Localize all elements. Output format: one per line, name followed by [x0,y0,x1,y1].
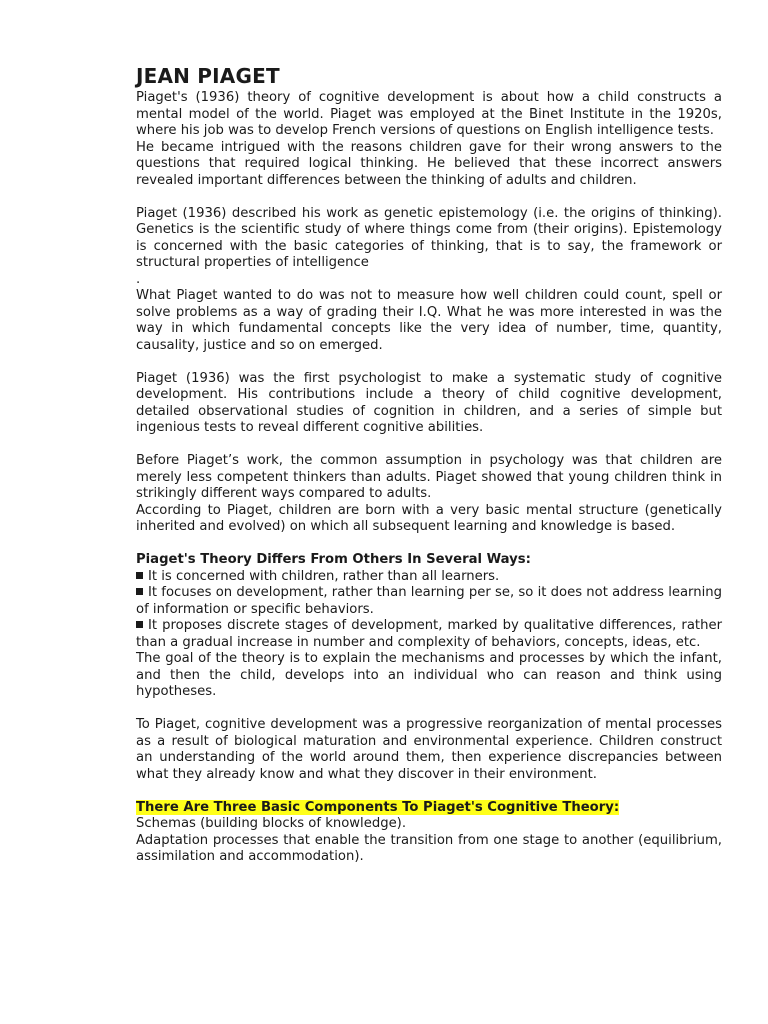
paragraph-first-psychologist: Piaget (1936) was the first psychologist to make a systematic study of cognitive development. His contributions include a theory of child cognitive development, detailed observational studies of cognition in children, and a series of simple but ingenious tests to reveal different cognitive abilities. [136,370,722,435]
bullet-text: It focuses on development, rather than learning per se, so it does not address learning of information or specific behaviors. [136,585,722,617]
spacer [136,354,722,371]
component-schemas: Schemas (building blocks of knowledge). [136,816,407,831]
document-page [136,64,722,866]
section-heading-differs: Piaget's Theory Differs From Others In Several Ways: [136,552,531,567]
page-title: JEAN PIAGET [136,64,280,88]
paragraph-epistemology: Piaget (1936) described his work as genetic epistemology (i.e. the origins of thinking). Genetics is the scientific study of where things come from (their origins). Epistemology is concerned with the basic categories of thinking, that is to say, the framework or structural properties of intelligence [136,205,722,270]
bullet-item [136,569,722,586]
square-bullet-icon [136,572,143,579]
spacer [136,536,722,553]
paragraph-stray-dot: . [136,271,141,287]
spacer [136,783,722,800]
spacer [136,189,722,206]
paragraph-intro: Piaget's (1936) theory of cognitive development is about how a child constructs a mental model of the world. Piaget was employed at the Binet Institute in the 1920s, where his job was to develop French versions of questions on English intelligence tests. [136,90,722,138]
bullet-item [136,618,722,651]
spacer [136,701,722,718]
paragraph-before-piaget: Before Piaget’s work, the common assumption in psychology was that children are merely less competent thinkers than adults. Piaget showed that young children think in strikingly different ways compared to adults. [136,453,722,501]
square-bullet-icon [136,588,143,595]
bullet-text: It proposes discrete stages of development, marked by qualitative differences, rather than a gradual increase in number and complexity of behaviors, concepts, ideas, etc. [136,618,722,650]
spacer [136,437,722,454]
bullet-text: It is concerned with children, rather than all learners. [148,568,500,584]
component-adaptation: Adaptation processes that enable the transition from one stage to another (equilibrium, assimilation and accommodation). [136,832,722,864]
paragraph-reorganization: To Piaget, cognitive development was a progressive reorganization of mental processes as a result of biological maturation and environmental experience. Children construct an understanding of the world around them, then experience discrepancies between what they already know and what they discover in their environment. [136,717,722,782]
highlighted-heading-text: There Are Three Basic Components To Piaget's Cognitive Theory: [136,799,620,815]
bullet-item [136,585,722,618]
section-heading-components [136,800,722,817]
paragraph-goal: The goal of the theory is to explain the mechanisms and processes by which the infant, and then the child, develops into an individual who can reason and think using hypotheses. [136,651,722,699]
paragraph-intrigued: He became intrigued with the reasons children gave for their wrong answers to the questions that required logical thinking. He believed that these incorrect answers revealed important differences between the thinking of adults and children. [136,139,722,188]
paragraph-wanted: What Piaget wanted to do was not to measure how well children could count, spell or solve problems as a way of grading their I.Q. What he was more interested in was the way in which fundamental concepts like the very idea of number, time, quantity, causality, justice and so on emerged. [136,288,722,353]
square-bullet-icon [136,621,143,628]
paragraph-born-with: According to Piaget, children are born with a very basic mental structure (genetically inherited and evolved) on which all subsequent learning and knowledge is based. [136,502,722,534]
